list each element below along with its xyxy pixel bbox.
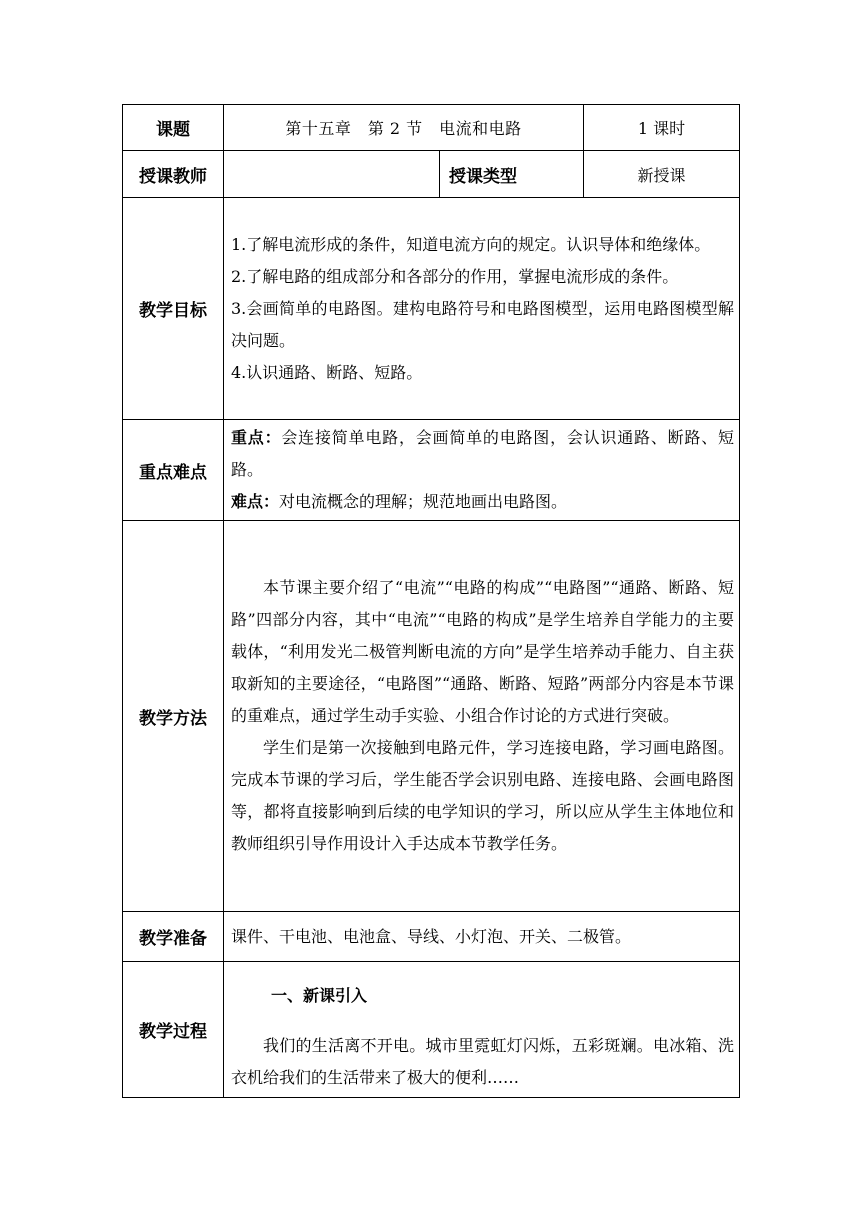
- topic-row: [123, 105, 740, 151]
- methods-label: 教学方法: [123, 521, 224, 912]
- teacher-value: [224, 151, 440, 198]
- objectives-label: 教学目标: [123, 198, 224, 420]
- process-label: 教学过程: [123, 962, 224, 1098]
- difficult-point-label: 难点：: [231, 492, 280, 511]
- methods-paragraph: 本节课主要介绍了“电流”“电路的构成”“电路图”“通路、断路、短路”四部分内容，其中“电流”“电路的构成”是学生培养自学能力的主要载体，“利用发光二极管判断电流的方向”是学生培养动手能力、自主获取新知的主要途径，“电路图”“通路、断路、短路”两部分内容是本节课的重难点，通过学生动手实验、小组合作讨论的方式进行突破。: [231, 578, 735, 725]
- methods-content: [224, 521, 740, 912]
- lesson-plan-table: [122, 104, 740, 1098]
- process-text: 我们的生活离不开电。城市里霓虹灯闪烁，五彩斑斓。电冰箱、洗衣机给我们的生活带来了极大的便利……: [231, 1035, 735, 1087]
- key-point: [231, 422, 734, 486]
- key-points-label: 重点难点: [123, 420, 224, 521]
- methods-row: [123, 521, 740, 912]
- objective-item: 2.了解电路的组成部分和各部分的作用，掌握电流形成的条件。: [231, 266, 679, 286]
- methods-paragraph: 学生们是第一次接触到电路元件，学习连接电路，学习画电路图。完成本节课的学习后，学生能否学会识别电路、连接电路、会画电路图等，都将直接影响到后续的电学知识的学习，所以应从学生主体地位和教师组织引导作用设计入手达成本节教学任务。: [231, 738, 735, 853]
- objective-item: 1.了解电流形成的条件，知道电流方向的规定。认识导体和绝缘体。: [231, 234, 711, 254]
- class-hours: 1 课时: [584, 105, 740, 151]
- preparation-content: 课件、干电池、电池盒、导线、小灯泡、开关、二极管。: [224, 912, 740, 962]
- topic-value: 第十五章 第 2 节 电流和电路: [224, 105, 584, 151]
- topic-label: 课题: [123, 105, 224, 151]
- key-points-content: [224, 420, 740, 521]
- key-point-text: 会连接简单电路，会画简单的电路图，会认识通路、断路、短路。: [231, 428, 734, 479]
- teacher-label: 授课教师: [123, 151, 224, 198]
- preparation-label: 教学准备: [123, 912, 224, 962]
- teacher-row: [123, 151, 740, 198]
- key-point-label: 重点：: [231, 428, 282, 447]
- process-content: [224, 962, 740, 1098]
- difficult-point: [231, 486, 734, 518]
- objectives-row: [123, 198, 740, 420]
- difficult-point-text: 对电流概念的理解；规范地画出电路图。: [279, 492, 568, 511]
- process-section-title: 一、新课引入: [271, 985, 368, 1005]
- objective-item: 3.会画简单的电路图。建构电路符号和电路图模型，运用电路图模型解决问题。: [231, 298, 735, 350]
- preparation-row: [123, 912, 740, 962]
- objectives-content: [224, 198, 740, 420]
- process-row: [123, 962, 740, 1098]
- key-points-row: [123, 420, 740, 521]
- lesson-type-value: 新授课: [584, 151, 740, 198]
- objective-item: 4.认识通路、断路、短路。: [231, 362, 423, 382]
- lesson-type-label: 授课类型: [440, 151, 584, 198]
